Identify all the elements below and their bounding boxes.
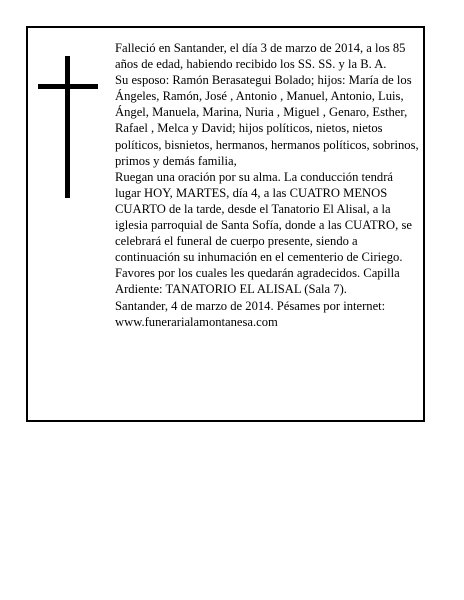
death-announcement-paragraph: Falleció en Santander, el día 3 de marzo de 2014, a los 85 años de edad, habiendo recibido los SS. SS. y la B. A. xyxy=(115,41,406,72)
obituary-notice xyxy=(26,26,425,422)
notice-body xyxy=(115,40,421,330)
funeral-details-paragraph: Ruegan una oración por su alma. La conducción tendrá lugar HOY, MARTES, día 4, a las CUATRO MENOS CUARTO de la tarde, desde el Tanatorio El Alisal, a la iglesia parroquial de Santa Sofía, donde a las CUATRO, se celebrará el funeral de cuerpo presente, siendo a continuación su inhumación en el cementerio de Ciriego. Favores por los cuales les quedarán agradecidos. Capilla Ardiente: TANATORIO EL ALISAL (Sala 7). xyxy=(115,169,412,297)
family-paragraph: Su esposo: Ramón Berasategui Bolado; hijos: María de los Ángeles, Ramón, José , Antonio , Manuel, Antonio, Luis, Ángel, Manuela, Marina, Nuria , Miguel , Genaro, Esther, Rafael , Melca y David; hijos políticos, nietos, nietos políticos, bisnietos, hermanos, hermanos políticos, sobrinos, primos y demás familia, xyxy=(115,73,419,168)
closing-paragraph: Santander, 4 de marzo de 2014. Pésames por internet: www.funerarialamontanesa.com xyxy=(115,298,386,329)
cross-vertical-bar xyxy=(65,56,70,198)
latin-cross-icon xyxy=(38,56,98,198)
cross-horizontal-bar xyxy=(38,84,98,89)
